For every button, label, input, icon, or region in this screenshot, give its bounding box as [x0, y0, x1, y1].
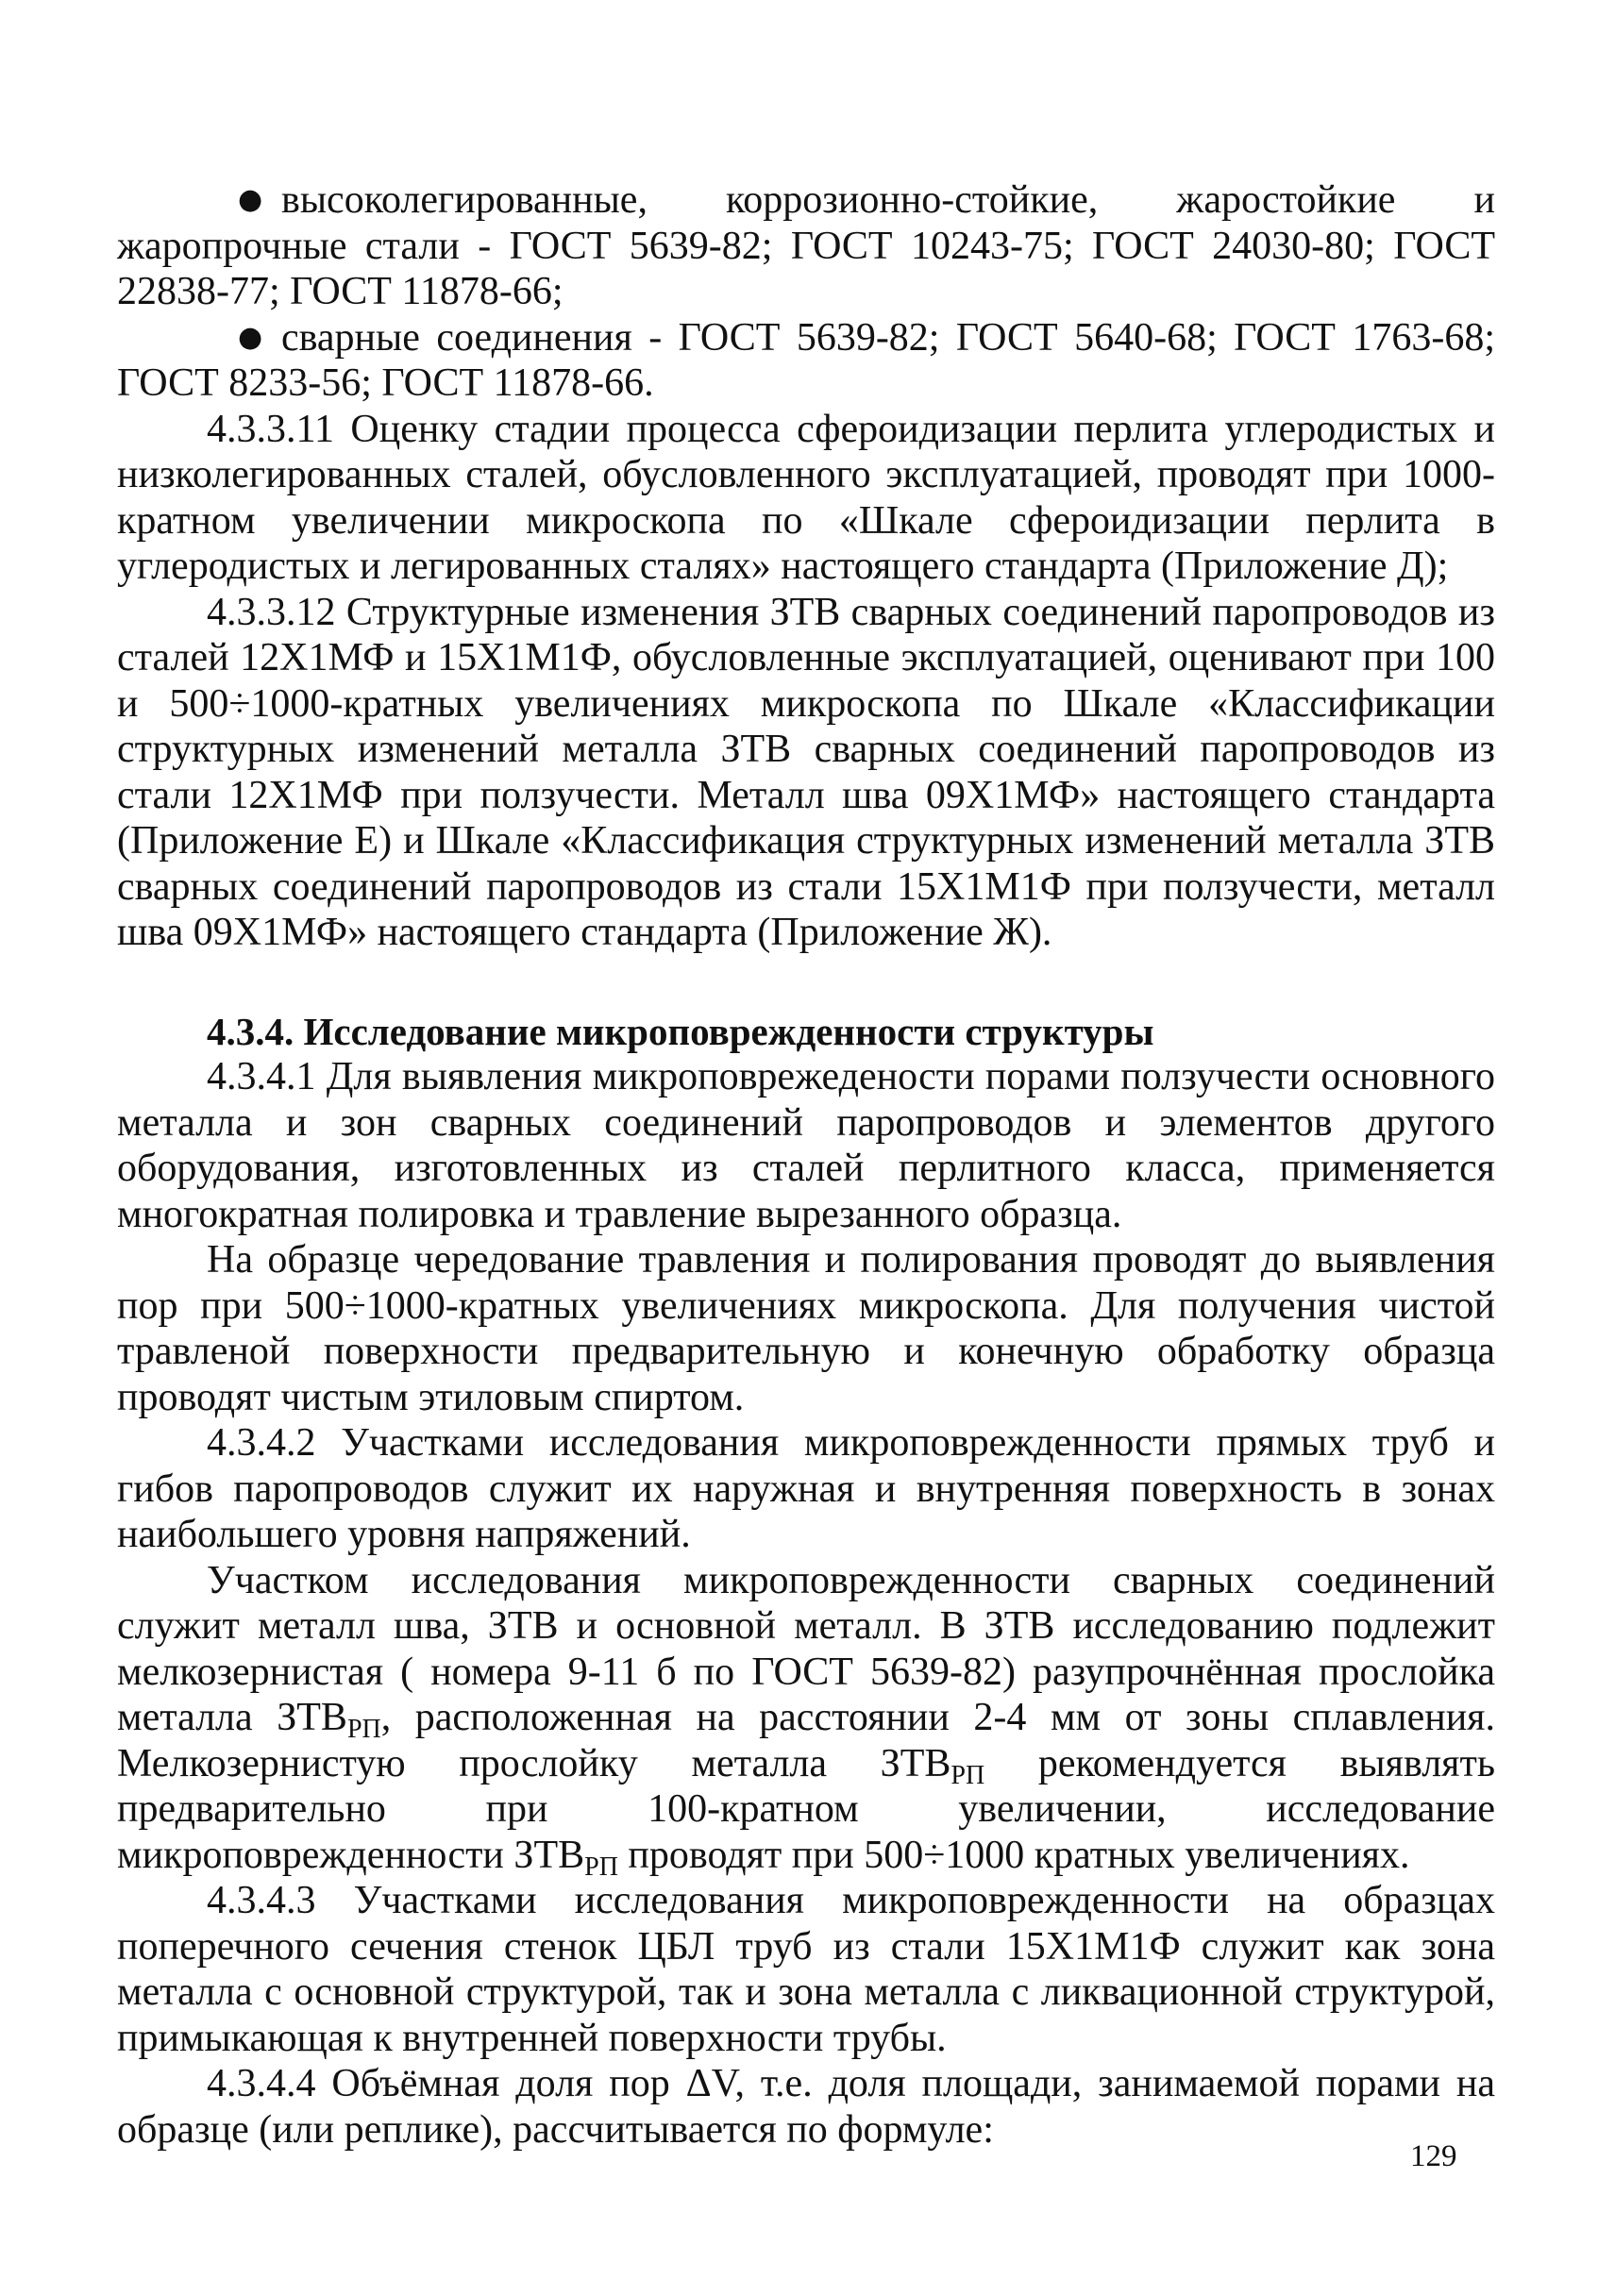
- bullet-item: [117, 177, 1495, 315]
- section-heading: 4.3.4. Исследование микроповрежденности структуры: [207, 1009, 1154, 1053]
- paragraph-4-3-3-11: 4.3.3.11 Оценку стадии процесса сфероидизации перлита углеродистых и низколегированных сталей, обусловленного эксплуатацией, проводят при 1000-кратном увеличении микроскопа по «Шкале сфероидизации перлита в углеродистых и легированных сталях» настоящего стандарта (Приложение Д);: [117, 407, 1495, 588]
- bullet-icon: ●: [238, 183, 263, 216]
- subscript-rp: РП: [346, 1715, 381, 1744]
- paragraph-4-3-4-3: 4.3.4.3 Участками исследования микроповрежденности на образцах поперечного сечения стенок ЦБЛ труб из стали 15Х1М1Ф служит как зона металла с основной структурой, так и зона металла с ликвационной структурой, примыкающая к внутренней поверхности трубы.: [117, 1879, 1495, 2060]
- paragraph-4-3-3-12: 4.3.3.12 Структурные изменения ЗТВ сварных соединений паропроводов из сталей 12Х1МФ и 15Х1М1Ф, обусловленные эксплуатацией, оценивают при 100 и 500÷1000-кратных увеличениях микроскопа по Шкале «Классификации структурных изменений металла ЗТВ сварных соединений паропроводов из стали 12Х1МФ при ползучести. Металл шва 09Х1МФ» настоящего стандарта (Приложение Е) и Шкале «Классификация структурных изменений металла ЗТВ сварных соединений паропроводов из стали 15Х1М1Ф при ползучести, металл шва 09Х1МФ» настоящего стандарта (Приложение Ж).: [117, 590, 1495, 954]
- weld-zone-text-part: Участком исследования микроповрежденности сварных соединений служит металл шва, ЗТВ и основной металл. В ЗТВ исследованию подлежит мелкозернистая ( номера 9-11 б по ГОСТ 5639-82) разупрочнённая прослойка металла ЗТВ: [117, 1558, 1495, 1739]
- bullet-icon: ●: [238, 320, 263, 354]
- bullet-item: [117, 315, 1495, 407]
- paragraph-weld-zone: [117, 1558, 1496, 1882]
- subscript-rp: РП: [950, 1760, 985, 1790]
- bullet-text: высоколегированные, коррозионно-стойкие, жаростойкие и жаропрочные стали - ГОСТ 5639-82; ГОСТ 10243-75; ГОСТ 24030-80; ГОСТ 22838-77; ГОСТ 11878-66;: [117, 178, 1495, 313]
- weld-zone-text-part: , расположенная на расстоянии 2-4 мм от зоны сплавления. Мелкозернистую прослойку металла ЗТВ: [117, 1696, 1495, 1785]
- paragraph-4-3-4-4: 4.3.4.4 Объёмная доля пор ΔV, т.е. доля площади, занимаемой порами на образце (или реплике), рассчитывается по формуле:: [117, 2062, 1495, 2152]
- bullet-text: сварные соединения - ГОСТ 5639-82; ГОСТ 5640-68; ГОСТ 1763-68; ГОСТ 8233-56; ГОСТ 11878-66.: [117, 315, 1495, 405]
- page-body: [117, 177, 1495, 2153]
- subscript-rp: РП: [584, 1852, 618, 1882]
- weld-zone-text-part: проводят при 500÷1000 кратных увеличениях.: [617, 1833, 1410, 1877]
- paragraph-4-3-4-2: 4.3.4.2 Участками исследования микроповрежденности прямых труб и гибов паропроводов служит их наружная и внутренняя поверхность в зонах наибольшего уровня напряжений.: [117, 1421, 1495, 1556]
- paragraph-etching: На образце чередование травления и полирования проводят до выявления пор при 500÷1000-кратных увеличениях микроскопа. Для получения чистой травленой поверхности предварительную и конечную обработку образца проводят чистым этиловым спиртом.: [117, 1238, 1495, 1419]
- weld-zone-text-part: рекомендуется выявлять предварительно при 100-кратном увеличении, исследование микроповрежденности ЗТВ: [117, 1741, 1496, 1877]
- page-number: 129: [1410, 2139, 1457, 2173]
- paragraph-4-3-4-1: 4.3.4.1 Для выявления микроповрежедености порами ползучести основного металла и зон сварных соединений паропроводов и элементов другого оборудования, изготовленных из сталей перлитного класса, применяется многократная полировка и травление вырезанного образца.: [117, 1055, 1495, 1236]
